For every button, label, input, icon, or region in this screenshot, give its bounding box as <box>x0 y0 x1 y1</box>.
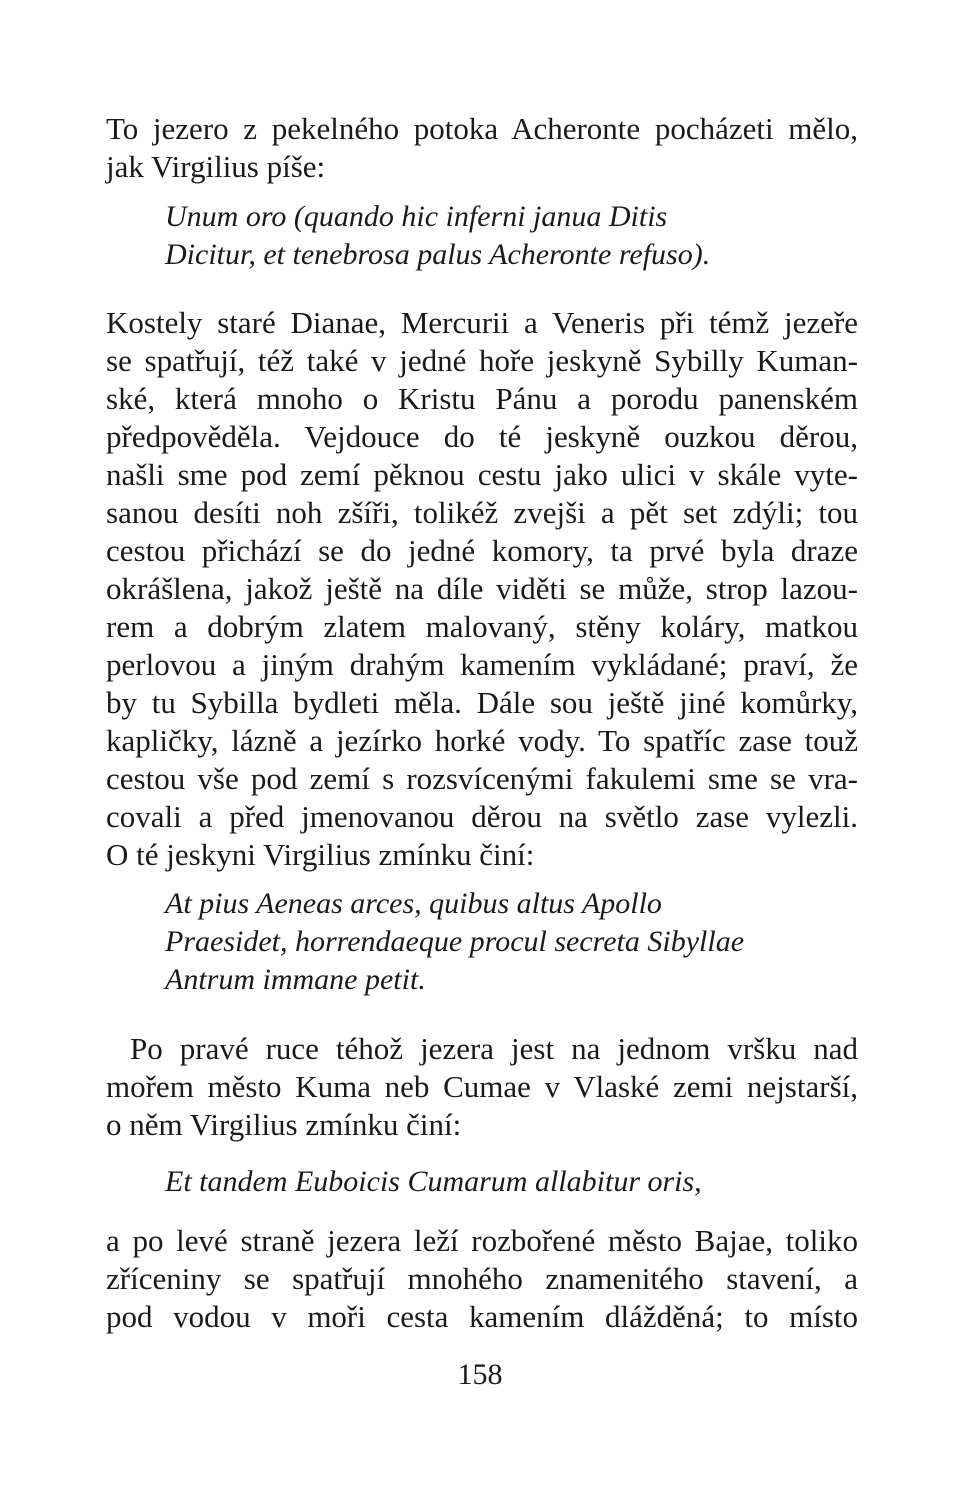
paragraph-2-line-4: předpověděla. Vejdouce do té jeskyně ouzkou děrou, <box>106 419 858 454</box>
verse-2-line-3: Antrum immane petit. <box>165 963 426 996</box>
paragraph-2-line-9: rem a dobrým zlatem malovaný, stěny koláry, matkou <box>106 609 858 644</box>
paragraph-2-line-3: ské, která mnoho o Kristu Pánu a porodu panenském <box>106 381 858 416</box>
paragraph-4-line-2: zříceniny se spatřují mnohého znamenitého stavení, a <box>106 1261 858 1296</box>
page-number: 158 <box>457 1358 503 1391</box>
verse-1-line-1: Unum oro (quando hic inferni janua Ditis <box>165 200 668 233</box>
paragraph-2-line-11: by tu Sybilla bydleti měla. Dále sou ještě jiné komůrky, <box>106 685 858 720</box>
verse-2-line-2: Praesidet, horrendaeque procul secreta Sibyllae <box>165 925 745 958</box>
paragraph-2-line-8: okrášlena, jakož ještě na díle viděti se může, strop lazou- <box>106 571 858 606</box>
paragraph-3-line-1: Po pravé ruce téhož jezera jest na jednom vršku nad <box>130 1031 858 1066</box>
paragraph-2-line-5: našli sme pod zemí pěknou cestu jako ulici v skále vyte- <box>106 457 858 492</box>
paragraph-4-line-1: a po levé straně jezera leží rozbořené město Bajae, toliko <box>106 1223 858 1258</box>
paragraph-2-line-10: perlovou a jiným drahým kamením vykládané; praví, že <box>106 647 858 682</box>
paragraph-2-line-2: se spatřují, též také v jedné hoře jeskyně Sybilly Kuman- <box>106 343 858 378</box>
paragraph-1-line-1: To jezero z pekelného potoka Acheronte pocházeti mělo, <box>106 111 858 146</box>
paragraph-2-line-7: cestou přichází se do jedné komory, ta prvé byla draze <box>106 533 858 568</box>
paragraph-3-line-2: mořem město Kuma neb Cumae v Vlaské zemi nejstarší, <box>106 1069 858 1104</box>
paragraph-2-line-1: Kostely staré Dianae, Mercurii a Veneris při témž jezeře <box>106 305 858 340</box>
paragraph-1-line-2: jak Virgilius píše: <box>106 149 326 184</box>
verse-2-line-1: At pius Aeneas arces, quibus altus Apollo <box>165 887 662 920</box>
verse-3-line-1: Et tandem Euboicis Cumarum allabitur oris, <box>165 1165 702 1198</box>
paragraph-2-line-15: O té jeskyni Virgilius zmínku činí: <box>106 837 535 872</box>
paragraph-2-line-14: covali a před jmenovanou děrou na světlo zase vylezli. <box>106 799 858 834</box>
paragraph-4-line-3: pod vodou v moři cesta kamením dlážděná; to místo <box>106 1299 858 1334</box>
verse-1-line-2: Dicitur, et tenebrosa palus Acheronte refuso). <box>165 238 711 271</box>
paragraph-2-line-13: cestou vše pod zemí s rozsvícenými fakulemi sme se vra- <box>106 761 858 796</box>
paragraph-3-line-3: o něm Virgilius zmínku činí: <box>106 1107 462 1142</box>
paragraph-2-line-12: kapličky, lázně a jezírko horké vody. To spatříc zase touž <box>106 723 858 758</box>
paragraph-2-line-6: sanou desíti noh zšíři, tolikéž zvejši a pět set zdýli; tou <box>106 495 858 530</box>
